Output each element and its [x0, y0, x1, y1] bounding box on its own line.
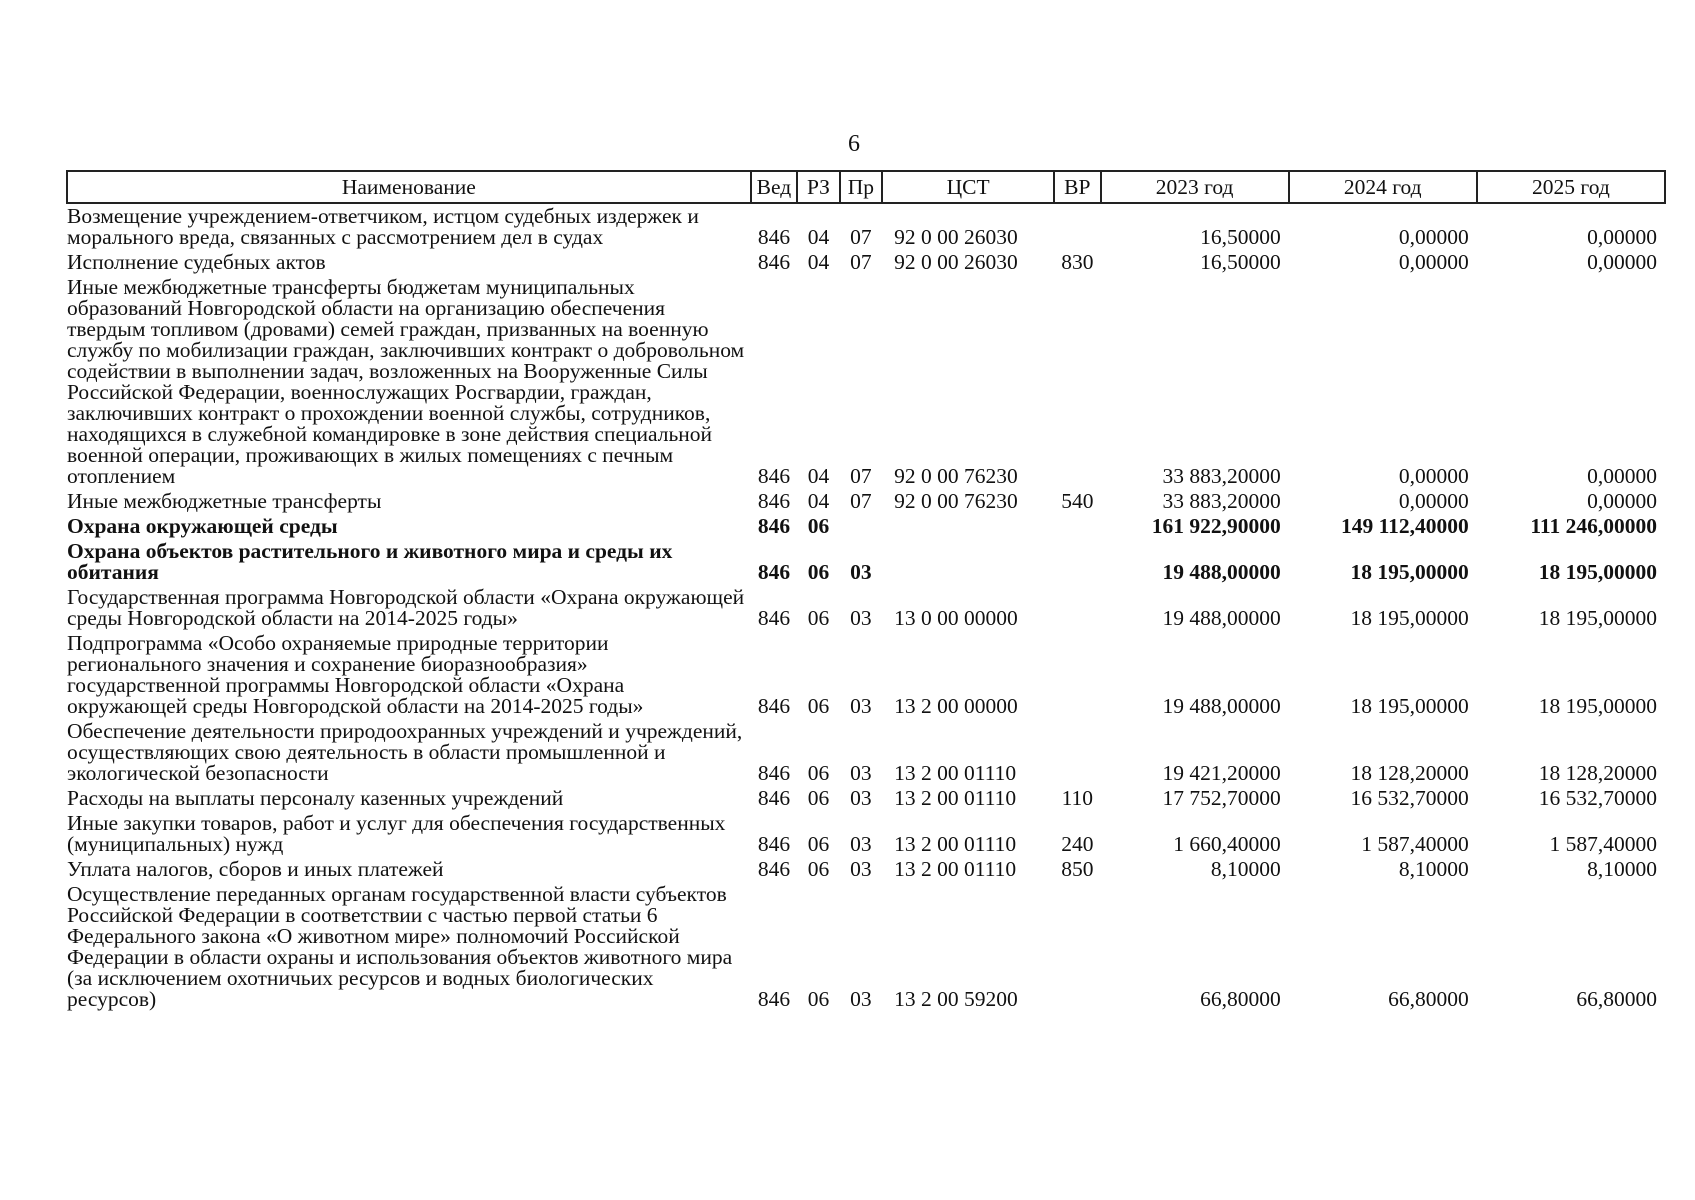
- cell-pr: 07: [850, 250, 872, 274]
- cell-rz: 04: [807, 464, 830, 488]
- cell-cst: 13 2 00 59200: [894, 987, 1018, 1011]
- cell-vr: 240: [1061, 832, 1094, 856]
- table-row: [67, 719, 1665, 786]
- cell-name: Иные межбюджетные трансферты бюджетам муниципальных образований Новгородской области на организацию обеспечения твердым топливом (дровами) семей граждан, призванных на военную службу по мобилизации граждан, заключивших контракт о добровольном содействии в выполнении задач, возложенных на Вооруженные Силы Российской Федерации, военнослужащих Росгвардии, граждан, заключивших контракт о прохождении военной службы, сотрудников, находящихся в служебной командировке в зоне действия специальной военной операции, проживающих в жилых помещениях с печным отоплением: [67, 275, 745, 488]
- cell-2024: 0,00000: [1398, 250, 1469, 274]
- budget-table: [66, 170, 1666, 1012]
- cell-cst: 92 0 00 76230: [894, 489, 1018, 513]
- col-header-rz: РЗ: [797, 171, 839, 203]
- cell-2024: 1 587,40000: [1361, 832, 1469, 856]
- cell-pr: 07: [850, 464, 872, 488]
- cell-2023: 33 883,20000: [1162, 489, 1281, 513]
- cell-pr: 03: [850, 606, 872, 630]
- cell-pr: 07: [850, 225, 872, 249]
- cell-2023: 19 488,00000: [1162, 694, 1281, 718]
- cell-2025: 0,00000: [1587, 489, 1657, 513]
- cell-name: Расходы на выплаты персоналу казенных учреждений: [67, 786, 564, 810]
- cell-ved: 846: [757, 987, 791, 1011]
- cell-pr: 03: [850, 761, 872, 785]
- cell-rz: 04: [807, 225, 830, 249]
- cell-2025: 18 195,00000: [1538, 606, 1657, 630]
- cell-2025: 66,80000: [1576, 987, 1657, 1011]
- cell-cst: 13 2 00 01110: [894, 761, 1017, 785]
- cell-2023: 19 421,20000: [1162, 761, 1281, 785]
- cell-2025: 18 195,00000: [1538, 560, 1657, 584]
- cell-2023: 1 660,40000: [1173, 832, 1281, 856]
- table-row: [67, 275, 1665, 489]
- cell-ved: 846: [757, 250, 791, 274]
- cell-rz: 06: [807, 694, 830, 718]
- table-row: [67, 585, 1665, 631]
- cell-rz: 04: [807, 489, 830, 513]
- cell-cst: 13 2 00 00000: [894, 694, 1018, 718]
- cell-2024: 149 112,40000: [1340, 514, 1469, 538]
- cell-name: Обеспечение деятельности природоохранных учреждений и учреждений, осуществляющих свою деятельность в области промышленной и экологической безопасности: [67, 719, 743, 785]
- cell-ved: 846: [757, 761, 791, 785]
- cell-cst: 92 0 00 76230: [894, 464, 1018, 488]
- cell-cst: 13 2 00 01110: [894, 832, 1017, 856]
- table-row: [67, 811, 1665, 857]
- cell-2023: 16,50000: [1200, 250, 1281, 274]
- table-row: [67, 631, 1665, 719]
- cell-pr: 07: [850, 489, 872, 513]
- cell-rz: 06: [807, 832, 830, 856]
- cell-2025: 0,00000: [1587, 250, 1657, 274]
- cell-2023: 66,80000: [1200, 987, 1281, 1011]
- cell-2024: 0,00000: [1398, 489, 1469, 513]
- cell-ved: 846: [757, 857, 791, 881]
- cell-2023: 16,50000: [1200, 225, 1281, 249]
- cell-pr: 03: [850, 560, 872, 584]
- col-header-vr: ВР: [1054, 171, 1101, 203]
- table-body: [67, 203, 1665, 1012]
- cell-cst: [882, 514, 1054, 539]
- cell-name: Охрана объектов растительного и животного мира и среды их обитания: [67, 539, 673, 584]
- col-header-2025: 2025 год: [1477, 171, 1665, 203]
- cell-2025: 0,00000: [1587, 464, 1657, 488]
- cell-rz: 06: [807, 514, 830, 538]
- cell-ved: 846: [757, 694, 791, 718]
- cell-vr: 850: [1061, 857, 1094, 881]
- cell-ved: 846: [757, 560, 791, 584]
- cell-cst: 13 2 00 01110: [894, 857, 1017, 881]
- table-row: [67, 203, 1665, 250]
- cell-rz: 06: [807, 786, 830, 810]
- cell-cst: 13 0 00 00000: [894, 606, 1018, 630]
- cell-ved: 846: [757, 606, 791, 630]
- cell-cst: 92 0 00 26030: [894, 250, 1018, 274]
- page-number: 6: [848, 131, 860, 157]
- cell-rz: 04: [807, 250, 830, 274]
- cell-name: Исполнение судебных актов: [67, 250, 326, 274]
- cell-2025: 8,10000: [1587, 857, 1657, 881]
- cell-pr: 03: [850, 857, 872, 881]
- cell-2025: 16 532,70000: [1538, 786, 1657, 810]
- cell-vr: 540: [1061, 489, 1094, 513]
- cell-vr: [1054, 275, 1101, 489]
- cell-cst: 92 0 00 26030: [894, 225, 1018, 249]
- cell-pr: 03: [850, 694, 872, 718]
- cell-pr: 03: [850, 786, 872, 810]
- table-row: [67, 539, 1665, 585]
- col-header-name: Наименование: [67, 171, 751, 203]
- cell-2024: 66,80000: [1388, 987, 1469, 1011]
- cell-2023: 8,10000: [1210, 857, 1281, 881]
- cell-2023: 33 883,20000: [1162, 464, 1281, 488]
- table-header-row: [67, 171, 1665, 203]
- table-row: [67, 786, 1665, 811]
- cell-ved: 846: [757, 786, 791, 810]
- cell-ved: 846: [757, 464, 791, 488]
- cell-2023: 19 488,00000: [1162, 606, 1281, 630]
- cell-2024: 18 195,00000: [1350, 694, 1469, 718]
- cell-2024: 16 532,70000: [1350, 786, 1469, 810]
- cell-ved: 846: [757, 514, 791, 538]
- cell-vr: [1054, 514, 1101, 539]
- cell-vr: [1054, 585, 1101, 631]
- cell-2024: 18 128,20000: [1350, 761, 1469, 785]
- cell-vr: [1054, 631, 1101, 719]
- cell-rz: 06: [807, 987, 830, 1011]
- table-row: [67, 489, 1665, 514]
- table-row: [67, 250, 1665, 275]
- cell-2023: 19 488,00000: [1162, 560, 1281, 584]
- cell-name: Охрана окружающей среды: [67, 514, 338, 538]
- col-header-cst: ЦСТ: [882, 171, 1054, 203]
- cell-2023: 17 752,70000: [1162, 786, 1281, 810]
- cell-rz: 06: [807, 857, 830, 881]
- cell-2024: 0,00000: [1398, 225, 1469, 249]
- col-header-2024: 2024 год: [1289, 171, 1477, 203]
- cell-ved: 846: [757, 832, 791, 856]
- cell-ved: 846: [757, 225, 791, 249]
- cell-name: Государственная программа Новгородской области «Охрана окружающей среды Новгородской области на 2014-2025 годы»: [67, 585, 745, 630]
- cell-vr: [1054, 203, 1101, 250]
- cell-2025: 18 195,00000: [1538, 694, 1657, 718]
- cell-cst: [882, 539, 1054, 585]
- col-header-2023: 2023 год: [1101, 171, 1289, 203]
- table-row: [67, 857, 1665, 882]
- cell-pr: [840, 514, 882, 539]
- cell-name: Уплата налогов, сборов и иных платежей: [67, 857, 444, 881]
- cell-rz: 06: [807, 560, 830, 584]
- cell-rz: 06: [807, 606, 830, 630]
- col-header-pr: Пр: [840, 171, 882, 203]
- cell-name: Возмещение учреждением-ответчиком, истцом судебных издержек и морального вреда, связанных с рассмотрением дел в судах: [67, 204, 699, 249]
- cell-vr: [1054, 539, 1101, 585]
- cell-2024: 8,10000: [1398, 857, 1469, 881]
- cell-cst: 13 2 00 01110: [894, 786, 1017, 810]
- cell-vr: [1054, 882, 1101, 1012]
- cell-2024: 18 195,00000: [1350, 606, 1469, 630]
- cell-vr: 830: [1061, 250, 1094, 274]
- cell-2024: 0,00000: [1398, 464, 1469, 488]
- cell-name: Иные закупки товаров, работ и услуг для обеспечения государственных (муниципальных) нужд: [67, 811, 726, 856]
- table-row: [67, 882, 1665, 1012]
- cell-name: Осуществление переданных органам государственной власти субъектов Российской Федерации в соответствии с частью первой статьи 6 Федерального закона «О животном мире» полномочий Российской Федерации в области охраны и использования объектов животного мира (за исключением охотничьих ресурсов и водных биологических ресурсов): [67, 882, 733, 1011]
- cell-2025: 111 246,00000: [1530, 514, 1657, 538]
- cell-name: Иные межбюджетные трансферты: [67, 489, 382, 513]
- cell-2025: 1 587,40000: [1549, 832, 1657, 856]
- cell-2024: 18 195,00000: [1350, 560, 1469, 584]
- cell-pr: 03: [850, 987, 872, 1011]
- cell-ved: 846: [757, 489, 791, 513]
- cell-2025: 0,00000: [1587, 225, 1657, 249]
- cell-rz: 06: [807, 761, 830, 785]
- table-row: [67, 514, 1665, 539]
- cell-name: Подпрограмма «Особо охраняемые природные территории регионального значения и сохранение биоразнообразия» государственной программы Новгородской области «Охрана окружающей среды Новгородской области на 2014-2025 годы»: [67, 631, 644, 718]
- cell-pr: 03: [850, 832, 872, 856]
- cell-2023: 161 922,90000: [1151, 514, 1281, 538]
- cell-vr: 110: [1061, 786, 1094, 810]
- col-header-ved: Вед: [751, 171, 798, 203]
- cell-2025: 18 128,20000: [1538, 761, 1657, 785]
- cell-vr: [1054, 719, 1101, 786]
